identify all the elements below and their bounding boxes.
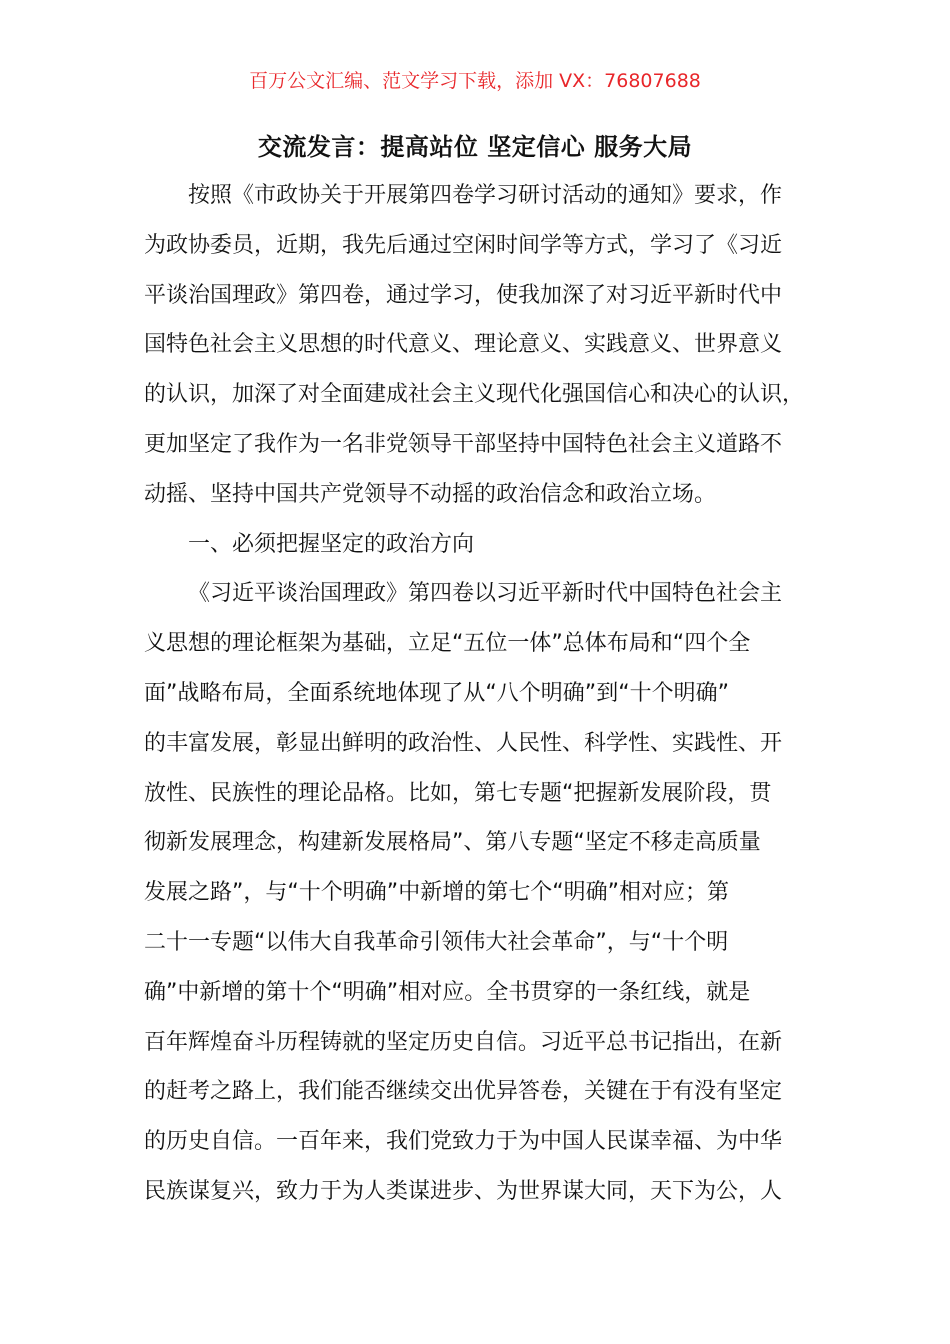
document-body [144, 171, 809, 1217]
paragraph-line: 百年辉煌奋斗历程铸就的坚定历史自信。习近平总书记指出，在新 [144, 1029, 783, 1055]
paragraph-line: 民族谋复兴，致力于为人类谋进步、为世界谋大同，天下为公，人 [144, 1178, 783, 1204]
paragraph-line: 更加坚定了我作为一名非党领导干部坚持中国特色社会主义道路不 [144, 431, 783, 457]
paragraph-line: 《习近平谈治国理政》第四卷以习近平新时代中国特色社会主 [188, 581, 783, 607]
paragraph-line: 的认识，加深了对全面建成社会主义现代化强国信心和决心的认识， [144, 382, 805, 408]
paragraph-line: 面”战略布局，全面系统地体现了从“八个明确”到“十个明确” [144, 680, 729, 706]
paragraph-line: 的历史自信。一百年来，我们党致力于为中国人民谋幸福、为中华 [144, 1129, 783, 1155]
paragraph-line: 的赶考之路上，我们能否继续交出优异答卷，关键在于有没有坚定 [144, 1079, 783, 1105]
paragraph-line: 为政协委员，近期，我先后通过空闲时间学等方式，学习了《习近 [144, 232, 783, 258]
paragraph-line: 义思想的理论框架为基础，立足“五位一体”总体布局和“四个全 [144, 631, 751, 657]
watermark-banner: 百万公文汇编、范文学习下载，添加 VX：76807688 [249, 70, 701, 92]
paragraph-line: 彻新发展理念，构建新发展格局”、第八专题“坚定不移走高质量 [144, 830, 761, 856]
paragraph-line: 二十一专题“以伟大自我革命引领伟大社会革命”，与“十个明 [144, 929, 729, 955]
paragraph-line: 确”中新增的第十个“明确”相对应。全书贯穿的一条红线，就是 [144, 979, 751, 1005]
paragraph-line: 国特色社会主义思想的时代意义、理论意义、实践意义、世界意义 [144, 332, 783, 358]
paragraph-line: 发展之路”，与“十个明确”中新增的第七个“明确”相对应；第 [144, 880, 729, 906]
section-heading: 一、必须把握坚定的政治方向 [188, 531, 475, 557]
paragraph-line: 平谈治国理政》第四卷，通过学习，使我加深了对习近平新时代中 [144, 282, 783, 308]
paragraph-line: 按照《市政协关于开展第四卷学习研讨活动的通知》要求，作 [188, 183, 783, 208]
document-title: 交流发言：提高站位 坚定信心 服务大局 [257, 133, 693, 161]
paragraph-line: 动摇、坚持中国共产党领导不动摇的政治信念和政治立场。 [144, 481, 717, 507]
paragraph-line: 的丰富发展，彰显出鲜明的政治性、人民性、科学性、实践性、开 [144, 730, 783, 756]
paragraph-line: 放性、民族性的理论品格。比如，第七专题“把握新发展阶段，贯 [144, 780, 772, 806]
